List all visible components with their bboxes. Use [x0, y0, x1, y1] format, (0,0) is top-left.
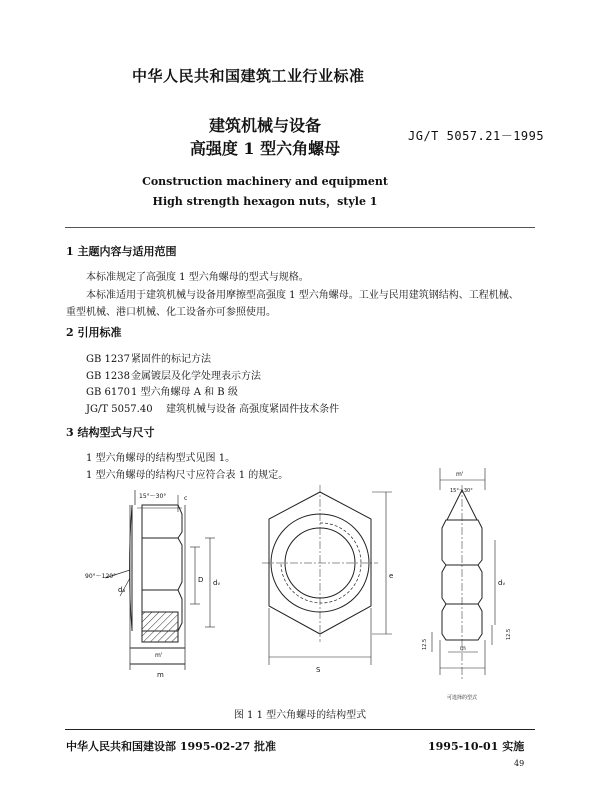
- footer-divider: [65, 729, 535, 730]
- label-D: D: [198, 576, 204, 584]
- section-1-paragraph: 本标准适用于建筑机械与设备用摩擦型高强度 1 型六角螺母。工业与民用建筑钢结构、工程机械、: [86, 290, 519, 301]
- label-mw-top: m': [456, 471, 464, 478]
- section-heading-2: 2 引用标准: [66, 326, 122, 339]
- nut-top-view: [262, 485, 392, 665]
- label-mw: m': [155, 652, 163, 659]
- section-1-paragraph: 本标准规定了高强度 1 型六角螺母的型式与规格。: [86, 272, 309, 283]
- label-angle-top-right: 15°～30°: [450, 488, 473, 494]
- label-S: S: [316, 666, 321, 674]
- section-heading-3: 3 结构型式与尺寸: [66, 426, 155, 439]
- reference-code: JG/T 5057.40: [86, 404, 153, 415]
- reference-title: 1 型六角螺母 A 和 B 级: [131, 387, 238, 398]
- label-m-right: m: [460, 645, 466, 652]
- reference-code: GB 6170: [86, 387, 130, 398]
- label-angle-top: 15°～30°: [139, 493, 167, 500]
- english-title-line2: High strength hexagon nuts，style 1: [152, 195, 378, 208]
- implementation-date: 1995-10-01 实施: [428, 740, 525, 753]
- standard-code: JG/T 5057.21－1995: [408, 129, 545, 143]
- english-title-line1: Construction machinery and equipment: [142, 175, 388, 188]
- label-optional-form: 可选择的型式: [447, 695, 478, 701]
- label-c: c: [184, 495, 188, 502]
- label-da: dₐ: [118, 586, 126, 594]
- reference-code: GB 1238: [86, 371, 130, 382]
- standard-org-title: 中华人民共和国建筑工业行业标准: [132, 67, 365, 85]
- reference-title: 建筑机械与设备 高强度紧固件技术条件: [166, 404, 340, 415]
- label-r1: 12.5: [422, 638, 428, 650]
- doc-title-line1: 建筑机械与设备: [208, 116, 321, 135]
- section-heading-1: 1 主题内容与适用范围: [66, 245, 177, 258]
- section-3-paragraph: 1 型六角螺母的结构型式见图 1。: [86, 453, 236, 464]
- section-1-paragraph: 重型机械、港口机械、化工设备亦可参照使用。: [66, 307, 276, 318]
- approval-info: 中华人民共和国建设部 1995-02-27 批准: [66, 740, 277, 753]
- label-e: e: [389, 572, 394, 580]
- page-number: 49: [514, 759, 525, 768]
- label-dw: dᵥ: [213, 579, 221, 587]
- label-m: m: [157, 671, 164, 679]
- section-3-paragraph: 1 型六角螺母的结构尺寸应符合表 1 的规定。: [86, 470, 289, 481]
- figure-caption: 图 1 1 型六角螺母的结构型式: [233, 710, 367, 721]
- reference-title: 金属镀层及化学处理表示方法: [131, 371, 261, 382]
- doc-title-line2: 高强度 1 型六角螺母: [189, 139, 341, 158]
- label-r2: 12.5: [506, 628, 512, 640]
- label-angle-side: 90°～120°: [85, 573, 117, 580]
- reference-title: 紧固件的标记方法: [131, 354, 211, 365]
- label-dw-right: dᵥ: [498, 579, 506, 587]
- reference-code: GB 1237: [86, 354, 130, 365]
